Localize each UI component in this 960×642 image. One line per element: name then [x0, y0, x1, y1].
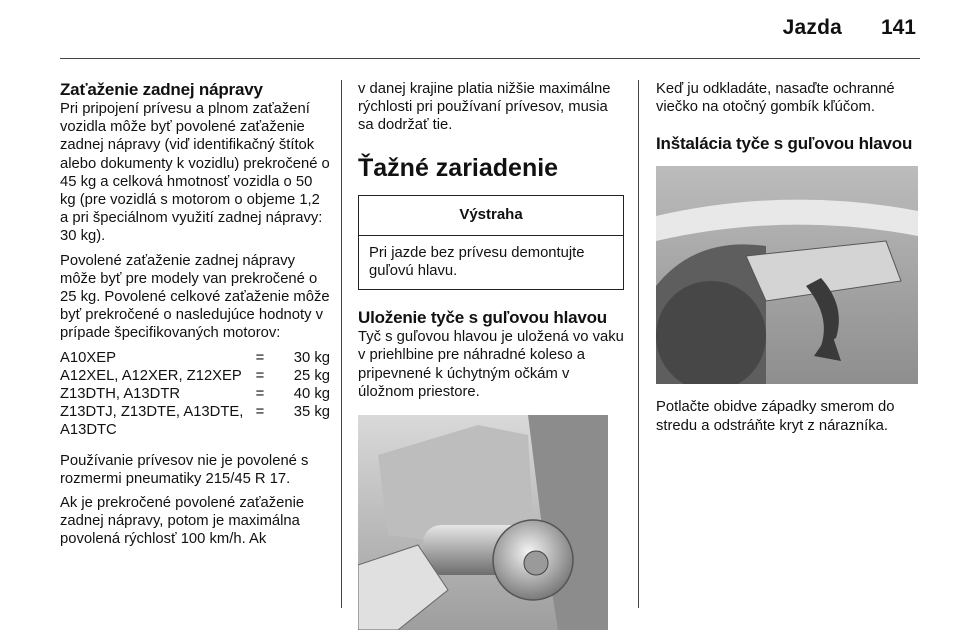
section-title: Jazda — [782, 16, 842, 39]
column-divider-2 — [638, 80, 639, 608]
paragraph: Potlačte obidve západky smerom do stredu a odstráňte kryt z nárazníka. — [656, 399, 895, 434]
load-value: 30 kg — [293, 349, 330, 366]
paragraph: Keď ju odkladáte, nasaďte ochranné viečko na otočný gombík kľúčom. — [656, 81, 895, 116]
table-row — [60, 349, 330, 367]
page-number: 141 — [880, 16, 916, 39]
table-row — [60, 403, 330, 439]
heading-rear-axle-load: Zaťaženie zadnej nápravy — [60, 80, 263, 99]
heading-towing-equipment: Ťažné zariadenie — [358, 153, 559, 182]
equals-sign: = — [255, 386, 265, 403]
heading-ball-bar-storage: Uloženie tyče s guľovou hlavou — [358, 308, 607, 328]
bumper-cover-image — [656, 166, 918, 384]
header-rule — [60, 58, 920, 59]
engine-load-table — [60, 349, 330, 440]
load-value: 35 kg — [293, 404, 330, 421]
warning-box — [358, 195, 624, 291]
load-value: 25 kg — [293, 367, 330, 384]
ball-bar-illustration — [358, 415, 608, 630]
equals-sign: = — [255, 349, 265, 366]
heading-ball-bar-installation: Inštalácia tyče s guľovou hlavou — [656, 134, 913, 154]
warning-text: Pri jazde bez prívesu demontujte guľovú hlavu. — [369, 244, 585, 280]
paragraph: v danej krajine platia nižšie maximálne rýchlosti pri používaní prívesov, musia sa dodržať tie. — [358, 81, 611, 134]
load-value: 40 kg — [293, 386, 330, 403]
table-row — [60, 367, 330, 385]
page-header — [0, 0, 960, 60]
column-divider-1 — [341, 80, 342, 608]
column-3 — [656, 80, 926, 441]
equals-sign: = — [255, 367, 265, 384]
ball-bar-image — [358, 415, 608, 630]
engine-model: A10XEP — [60, 349, 116, 366]
table-row — [60, 385, 330, 403]
column-1 — [60, 80, 330, 555]
paragraph: Používanie prívesov nie je povolené s rozmermi pneumatiky 215/45 R 17. — [60, 452, 309, 487]
paragraph: Povolené zaťaženie zadnej nápravy môže byť pre modely van prekročené o 25 kg. Povolené celkové zaťaženie môže byť prekročené o nasledujúce hodnoty v prípade špecifikovaných motorov: — [60, 252, 330, 342]
engine-model: Z13DTJ, Z13DTE, A13DTE, A13DTC — [60, 404, 244, 439]
engine-model: A12XEL, A12XER, Z12XEP — [60, 367, 242, 384]
equals-sign: = — [255, 404, 265, 421]
column-2 — [358, 80, 624, 630]
paragraph: Pri pripojení prívesu a plnom zaťažení vozidla môže byť povolené zaťaženie zadnej nápravy (viď identifikačný štítok alebo dokumenty k vozidlu) prekročené o 45 kg a celková hmotnosť vozidla o 50 kg (pre vozidlá s motorom o objeme 1,2 a pri špeciálnom využití zadnej nápravy: 30 kg). — [60, 101, 330, 245]
bumper-cover-illustration — [656, 166, 918, 384]
warning-title: Výstraha — [359, 196, 623, 236]
paragraph: Tyč s guľovou hlavou je uložená vo vaku v priehlbine pre náhradné koleso a pripevnené k úchytným očkám v úložnom priestore. — [358, 329, 624, 400]
engine-model: Z13DTH, A13DTR — [60, 386, 181, 403]
paragraph: Ak je prekročené povolené zaťaženie zadnej nápravy, potom je maximálna povolená rýchlosť 100 km/h. Ak — [60, 495, 305, 548]
